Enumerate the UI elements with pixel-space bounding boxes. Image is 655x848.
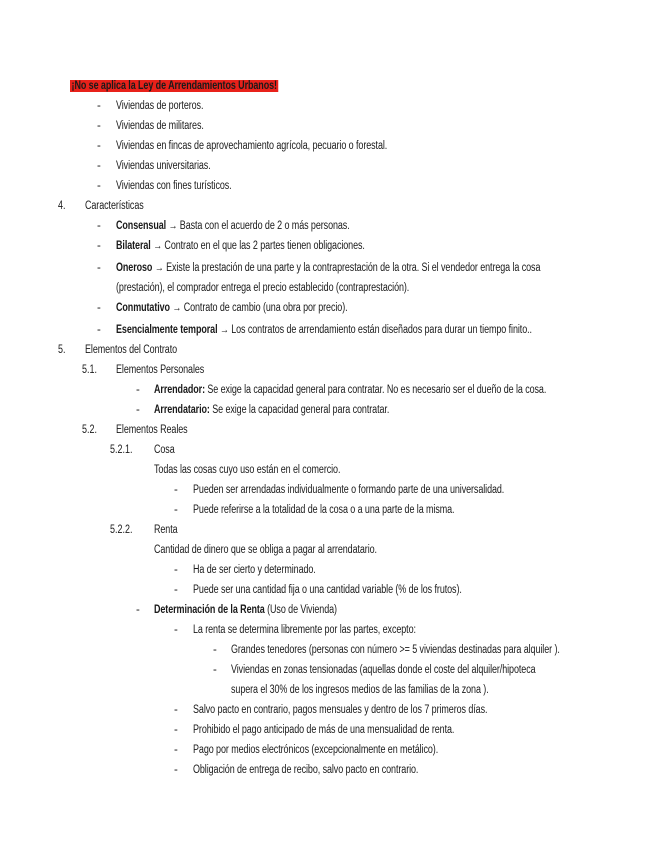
list-item: Obligación de entrega de recibo, salvo pacto en contrario. [193, 764, 419, 776]
bullet: - [136, 604, 140, 616]
arrow: → [169, 302, 184, 314]
bullet: - [97, 262, 101, 274]
bullet: - [97, 302, 101, 314]
characteristic-item [116, 301, 348, 316]
characteristic-item [116, 261, 540, 276]
term: Arrendador: [154, 384, 205, 396]
exclusion-item: Viviendas de porteros. [116, 100, 204, 112]
bullet: - [136, 384, 140, 396]
section-number: 5. [58, 344, 66, 356]
exclusion-item: Viviendas de militares. [116, 120, 204, 132]
bullet: - [213, 664, 217, 676]
bullet: - [174, 484, 178, 496]
bullet: - [97, 140, 101, 152]
list-item: Puede ser una cantidad fija o una cantidad variable (% de los frutos). [193, 584, 462, 596]
definition-continuation: (prestación), el comprador entrega el precio establecido (contraprestación). [116, 282, 410, 294]
subsection-number: 5.2. [82, 424, 97, 436]
term: Bilateral [116, 240, 151, 252]
section-title: Características [85, 200, 144, 212]
section-number: 4. [58, 200, 66, 212]
subsection-title: Elementos Reales [116, 424, 188, 436]
bullet: - [97, 324, 101, 336]
bullet: - [174, 624, 178, 636]
bullet: - [174, 704, 178, 716]
arrow: → [166, 220, 180, 232]
personal-element-item [154, 383, 546, 398]
term: Esencialmente temporal [116, 324, 218, 336]
subsubsection-number: 5.2.1. [110, 444, 133, 456]
description: Todas las cosas cuyo uso están en el comercio. [154, 464, 341, 476]
bullet: - [174, 504, 178, 516]
arrow: → [152, 262, 167, 274]
arrow: → [217, 324, 232, 336]
personal-element-item [154, 403, 389, 418]
characteristic-item [116, 219, 350, 234]
definition: Se exige la capacidad general para contratar. No es necesario ser el dueño de la cosa. [204, 384, 547, 396]
exclusion-item: Viviendas universitarias. [116, 160, 211, 172]
exception-continuation: supera el 30% de los ingresos medios de las familias de la zona ). [231, 684, 489, 696]
list-item: Salvo pacto en contrario, pagos mensuales y dentro de los 7 primeros días. [193, 704, 488, 716]
exclusion-item: Viviendas en fincas de aprovechamiento agrícola, pecuario o forestal. [116, 140, 388, 152]
bullet: - [136, 404, 140, 416]
characteristic-item [116, 323, 532, 338]
bullet: - [174, 744, 178, 756]
subsubsection-title: Renta [154, 524, 178, 536]
definition: Existe la prestación de una parte y la contraprestación de la otra. Si el vendedor entrega la cosa [166, 262, 541, 274]
exception-item: Viviendas en zonas tensionadas (aquellas donde el coste del alquiler/hipoteca [231, 664, 536, 676]
bullet: - [97, 180, 101, 192]
term: Arrendatario: [154, 404, 210, 416]
list-item: Prohibido el pago anticipado de más de una mensualidad de renta. [193, 724, 455, 736]
term: Oneroso [116, 262, 153, 274]
section-title: Elementos del Contrato [85, 344, 178, 356]
definition: Los contratos de arrendamiento están diseñados para durar un tiempo finito.. [231, 324, 532, 336]
definition: Se exige la capacidad general para contratar. [209, 404, 390, 416]
warning-highlight: ¡No se aplica la Ley de Arrendamientos Urbanos! [71, 80, 277, 92]
bullet: - [97, 120, 101, 132]
subsubsection-title: Cosa [154, 444, 175, 456]
list-item: Puede referirse a la totalidad de la cosa o a una parte de la misma. [193, 504, 455, 516]
term: Consensual [116, 220, 167, 232]
description: Cantidad de dinero que se obliga a pagar al arrendatario. [154, 544, 377, 556]
arrow: → [150, 240, 165, 252]
definition: Contrato en el que las 2 partes tienen obligaciones. [164, 240, 365, 252]
definition: Basta con el acuerdo de 2 o más personas. [179, 220, 350, 232]
list-item: La renta se determina libremente por las partes, excepto: [193, 624, 416, 636]
bullet: - [174, 724, 178, 736]
bullet: - [174, 584, 178, 596]
definition: Contrato de cambio (una obra por precio). [183, 302, 348, 314]
characteristic-item [116, 239, 365, 254]
bullet: - [97, 240, 101, 252]
subsection-title: Elementos Personales [116, 364, 205, 376]
subsection-number: 5.1. [82, 364, 97, 376]
exclusion-item: Viviendas con fines turísticos. [116, 180, 232, 192]
bullet: - [213, 644, 217, 656]
qualifier: (Uso de Vivienda) [264, 604, 337, 616]
bullet: - [174, 764, 178, 776]
exception-item: Grandes tenedores (personas con número >= 5 viviendas destinadas para alquiler ). [231, 644, 560, 656]
list-item: Pueden ser arrendadas individualmente o formando parte de una universalidad. [193, 484, 505, 496]
term: Conmutativo [116, 302, 170, 314]
bullet: - [97, 160, 101, 172]
warning-line [70, 79, 278, 94]
rent-determination-heading [154, 603, 337, 618]
list-item: Pago por medios electrónicos (excepcionalmente en metálico). [193, 744, 439, 756]
bullet: - [174, 564, 178, 576]
list-item: Ha de ser cierto y determinado. [193, 564, 316, 576]
subsubsection-number: 5.2.2. [110, 524, 133, 536]
bullet: - [97, 220, 101, 232]
term: Determinación de la Renta [154, 604, 265, 616]
bullet: - [97, 100, 101, 112]
